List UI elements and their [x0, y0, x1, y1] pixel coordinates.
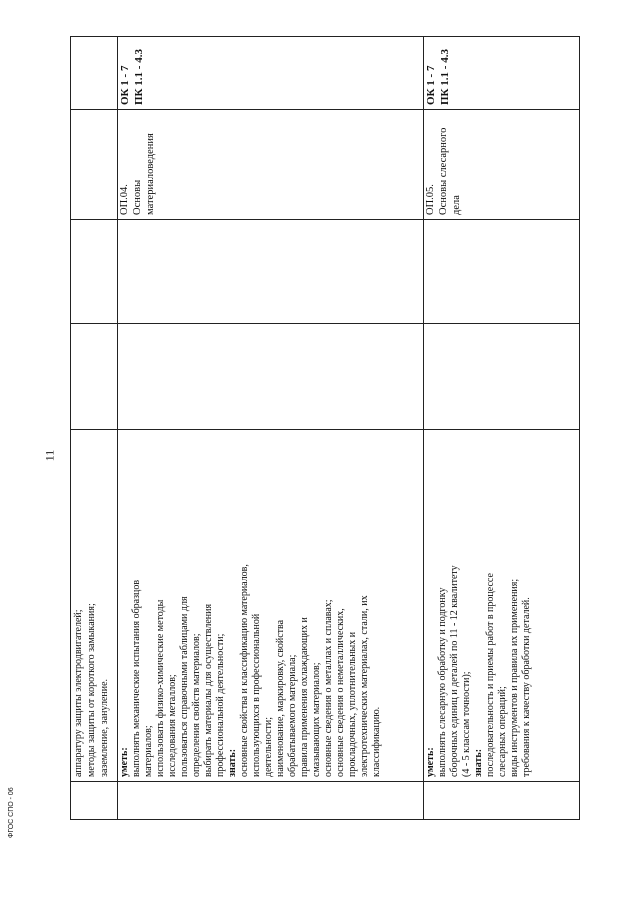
col-hours-class: [71, 219, 579, 323]
discipline-code: ОП.05.: [425, 184, 436, 215]
req-line: требования к качеству обработки деталей.: [521, 597, 532, 777]
prev-line: методы защиты от короткого замыкания;: [86, 603, 97, 777]
req-line: обрабатываемого материала;: [287, 654, 298, 777]
req-line: виды инструментов и правила их применения;: [509, 578, 520, 777]
req-line: профессиональной деятельности;: [215, 633, 226, 777]
req-line: выполнять слесарную обработку и подгонку: [437, 587, 448, 777]
row-separator: [423, 37, 424, 819]
req-line: слесарных операций;: [497, 686, 508, 777]
discipline-name: дела: [451, 195, 462, 215]
col-competencies: [71, 35, 579, 109]
req-line: основные свойства и классификацию материалов,: [239, 564, 250, 777]
req-line: сборочных единиц и деталей по 11 - 12 квалитету: [449, 565, 460, 777]
req-line: определения свойств материалов;: [191, 633, 202, 777]
rotated-table-container: [70, 36, 580, 820]
req-line: исследования металлов;: [167, 674, 178, 777]
competency-ok: ОК 1 - 7: [425, 65, 437, 105]
req-line: наименование, маркировку, свойства: [275, 619, 286, 777]
col-hours-max: [71, 323, 579, 429]
discipline-name: Основы: [132, 179, 143, 215]
discipline-name: материаловедения: [145, 133, 156, 215]
req-line: прокладочных, уплотнительных и: [347, 631, 358, 777]
umet-label: уметь:: [425, 747, 436, 777]
req-line: основные сведения о металлах и сплавах;: [323, 599, 334, 777]
prev-line: аппаратуру защиты электродвигателей;: [73, 609, 84, 777]
footer-label: ФГОС СПО - 06: [8, 787, 15, 838]
req-line: использовать физико-химические методы: [155, 599, 166, 777]
competency-pk: ПК 1.1 - 4.3: [439, 49, 451, 105]
req-line: смазывающих материалов;: [311, 662, 322, 777]
req-line: электротехнических материалах, стали, их: [359, 595, 370, 777]
page-number: 11: [42, 449, 57, 462]
req-line: последовательность и приемы работ в процессе: [485, 573, 496, 777]
req-line: материалов;: [143, 725, 154, 777]
competency-table: [70, 36, 580, 820]
prev-line: заземление, зануление.: [99, 678, 110, 777]
req-line: выполнять механические испытания образцов: [131, 579, 142, 777]
col-index: [71, 781, 579, 819]
req-line: использующихся в профессиональной: [251, 613, 262, 777]
znat-label: знать:: [473, 748, 484, 777]
req-line: основные сведения о неметаллических,: [335, 608, 346, 777]
discipline-name: Основы слесарного: [438, 127, 449, 215]
row-separator: [117, 37, 118, 819]
discipline-code: ОП.04.: [119, 184, 130, 215]
req-line: деятельности;: [263, 716, 274, 777]
req-line: (4 - 5 классам точности);: [461, 671, 472, 777]
req-line: выбирать материалы для осуществления: [203, 603, 214, 777]
znat-label: знать:: [227, 748, 238, 777]
umet-label: уметь:: [119, 747, 130, 777]
req-line: правила применения охлаждающих и: [299, 617, 310, 777]
competency-ok: ОК 1 - 7: [119, 65, 131, 105]
req-line: пользоваться справочными таблицами для: [179, 596, 190, 777]
req-line: классификацию.: [371, 706, 382, 777]
competency-pk: ПК 1.1 - 4.3: [133, 49, 145, 105]
